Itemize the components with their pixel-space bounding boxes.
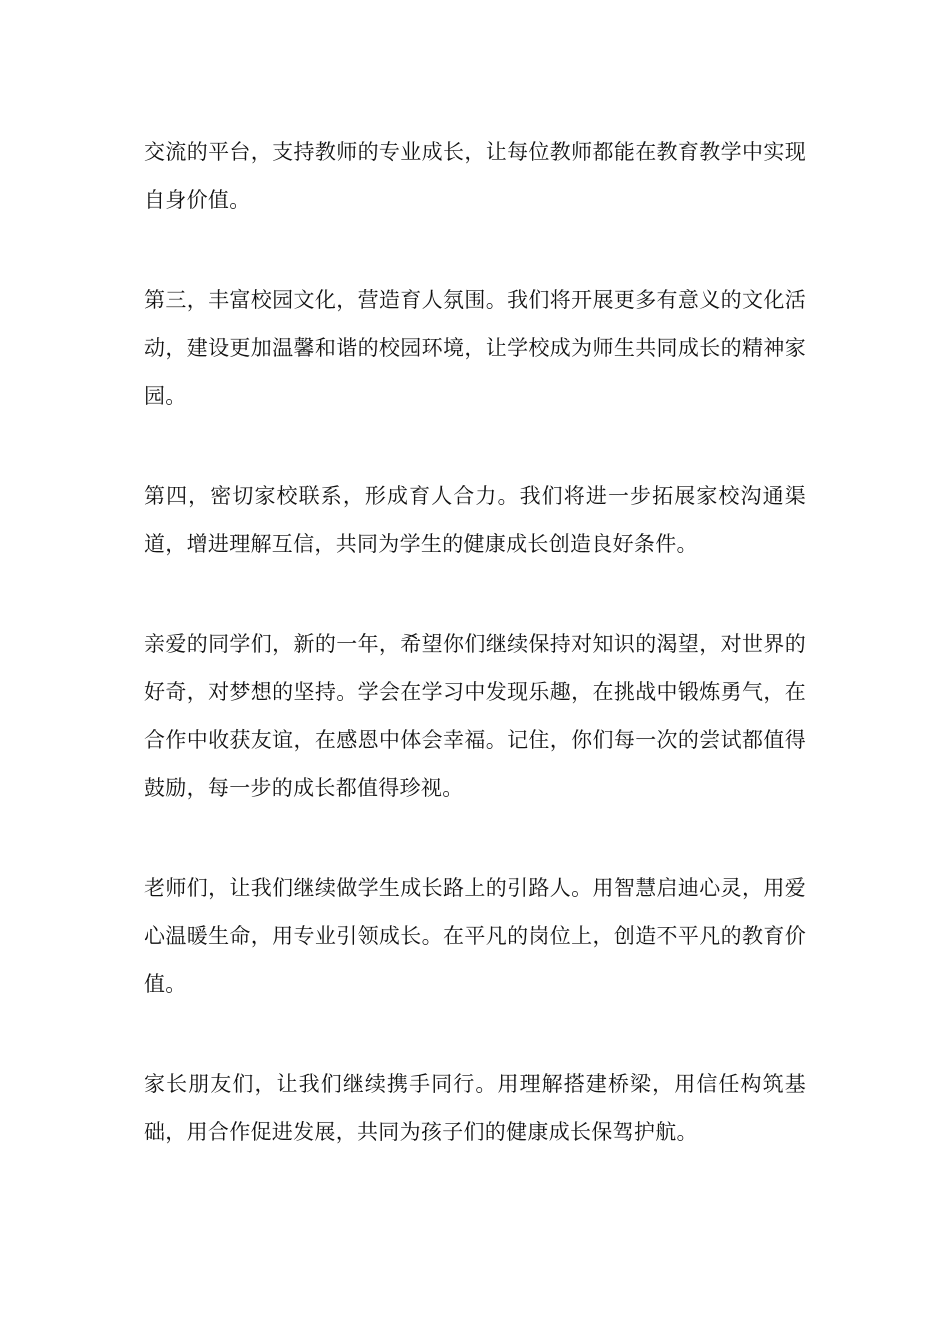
paragraph-teachers: 老师们，让我们继续做学生成长路上的引路人。用智慧启迪心灵，用爱心温暖生命，用专业引领成长。在平凡的岗位上，创造不平凡的教育价值。: [144, 876, 806, 996]
paragraph-students: 亲爱的同学们，新的一年，希望你们继续保持对知识的渴望，对世界的好奇，对梦想的坚持。学会在学习中发现乐趣，在挑战中锻炼勇气，在合作中收获友谊，在感恩中体会幸福。记住，你们每一次的尝试都值得鼓励，每一步的成长都值得珍视。: [144, 632, 806, 800]
paragraph-home-school: 第四，密切家校联系，形成育人合力。我们将进一步拓展家校沟通渠道，增进理解互信，共同为学生的健康成长创造良好条件。: [144, 484, 806, 556]
document-body: [144, 128, 806, 1208]
paragraph-parents: 家长朋友们，让我们继续携手同行。用理解搭建桥梁，用信任构筑基础，用合作促进发展，共同为孩子们的健康成长保驾护航。: [144, 1072, 806, 1144]
paragraph-campus-culture: 第三，丰富校园文化，营造育人氛围。我们将开展更多有意义的文化活动，建设更加温馨和谐的校园环境，让学校成为师生共同成长的精神家园。: [144, 288, 806, 408]
paragraph-teacher-platform: 交流的平台，支持教师的专业成长，让每位教师都能在教育教学中实现自身价值。: [144, 140, 806, 212]
